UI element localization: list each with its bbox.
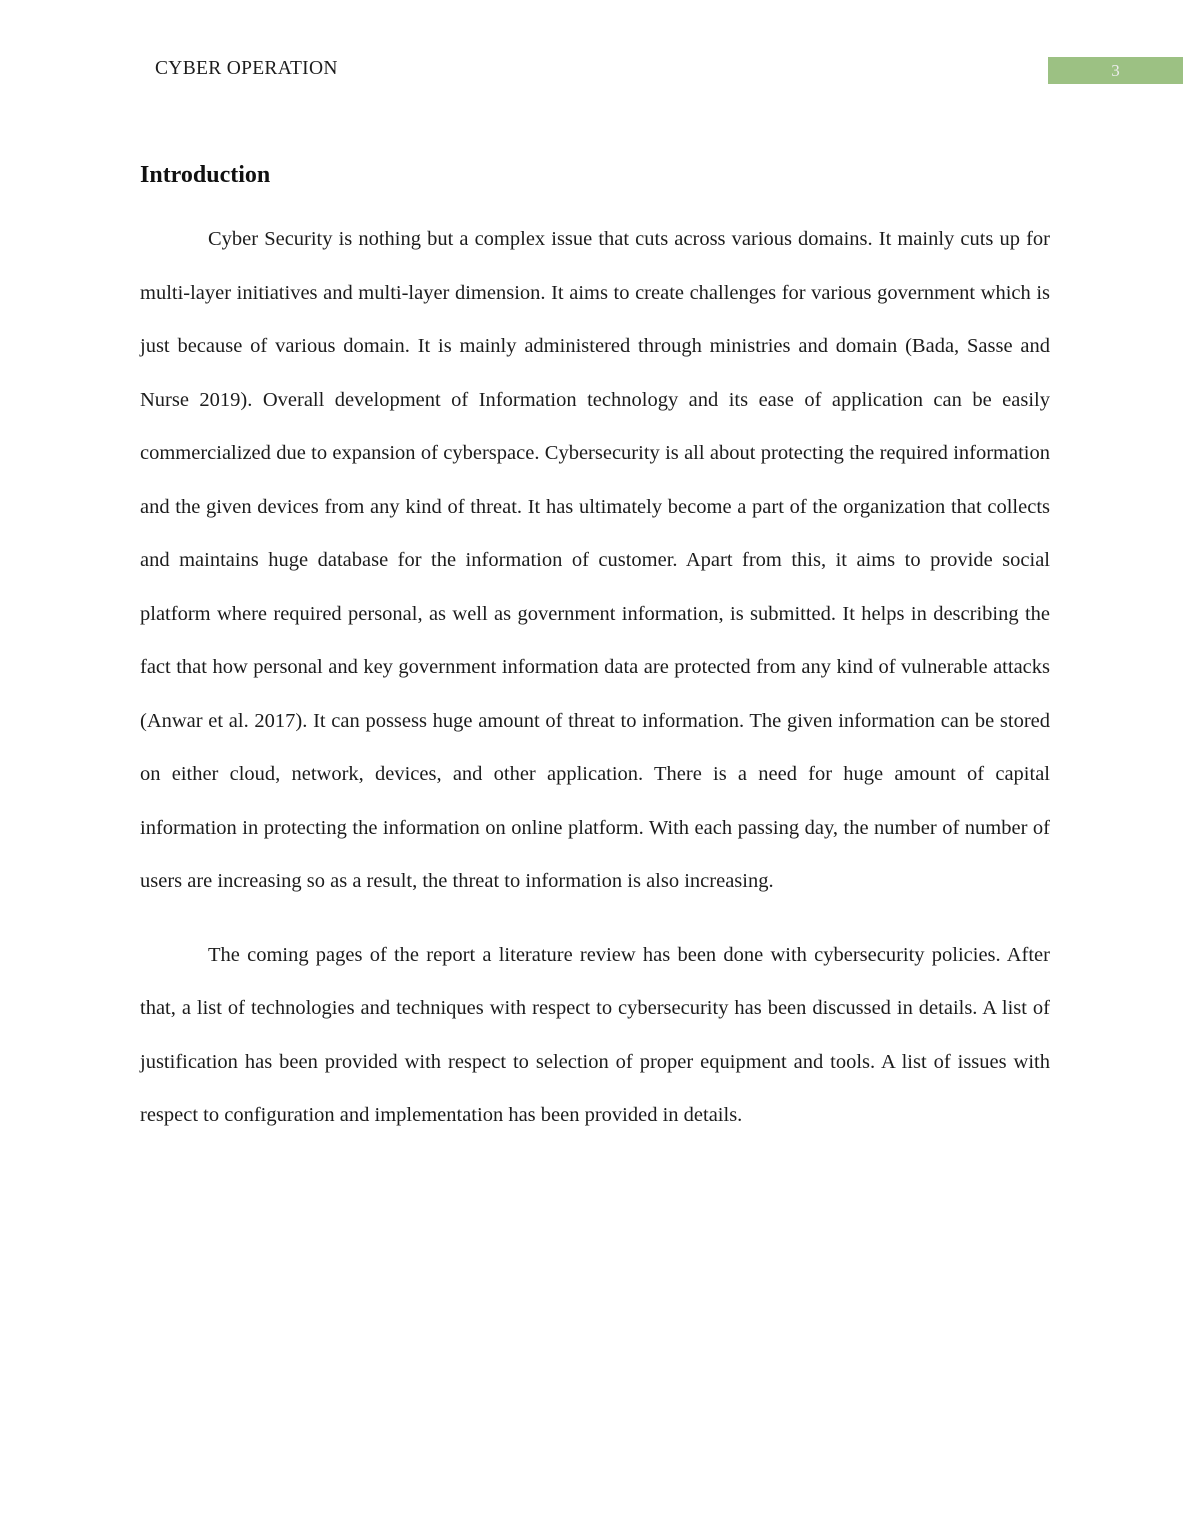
page-number-badge <box>1048 57 1183 84</box>
page-content <box>140 162 1050 1143</box>
paragraph: The coming pages of the report a literature review has been done with cybersecurity policies. After that, a list of technologies and techniques with respect to cybersecurity has been discussed in details. A list of justification has been provided with respect to selection of proper equipment and tools. A list of issues with respect to configuration and implementation has been provided in details. <box>140 943 1050 1126</box>
section-heading-introduction: Introduction <box>140 162 271 188</box>
running-head-title: CYBER OPERATION <box>155 58 338 79</box>
paragraph: Cyber Security is nothing but a complex issue that cuts across various domains. It mainly cuts up for multi-layer initiatives and multi-layer dimension. It aims to create challenges for various government which is just because of various domain. It is mainly administered through ministries and domain (Bada, Sasse and Nurse 2019). Overall development of Information technology and its ease of application can be easily commercialized due to expansion of cyberspace. Cybersecurity is all about protecting the required information and the given devices from any kind of threat. It has ultimately become a part of the organization that collects and maintains huge database for the information of customer. Apart from this, it aims to provide social platform where required personal, as well as government information, is submitted. It helps in describing the fact that how personal and key government information data are protected from any kind of vulnerable attacks (Anwar et al. 2017). It can possess huge amount of threat to information. The given information can be stored on either cloud, network, devices, and other application. There is a need for huge amount of capital information in protecting the information on online platform. With each passing day, the number of number of users are increasing so as a result, the threat to information is also increasing. <box>140 228 1050 892</box>
page-number: 3 <box>1111 60 1120 80</box>
